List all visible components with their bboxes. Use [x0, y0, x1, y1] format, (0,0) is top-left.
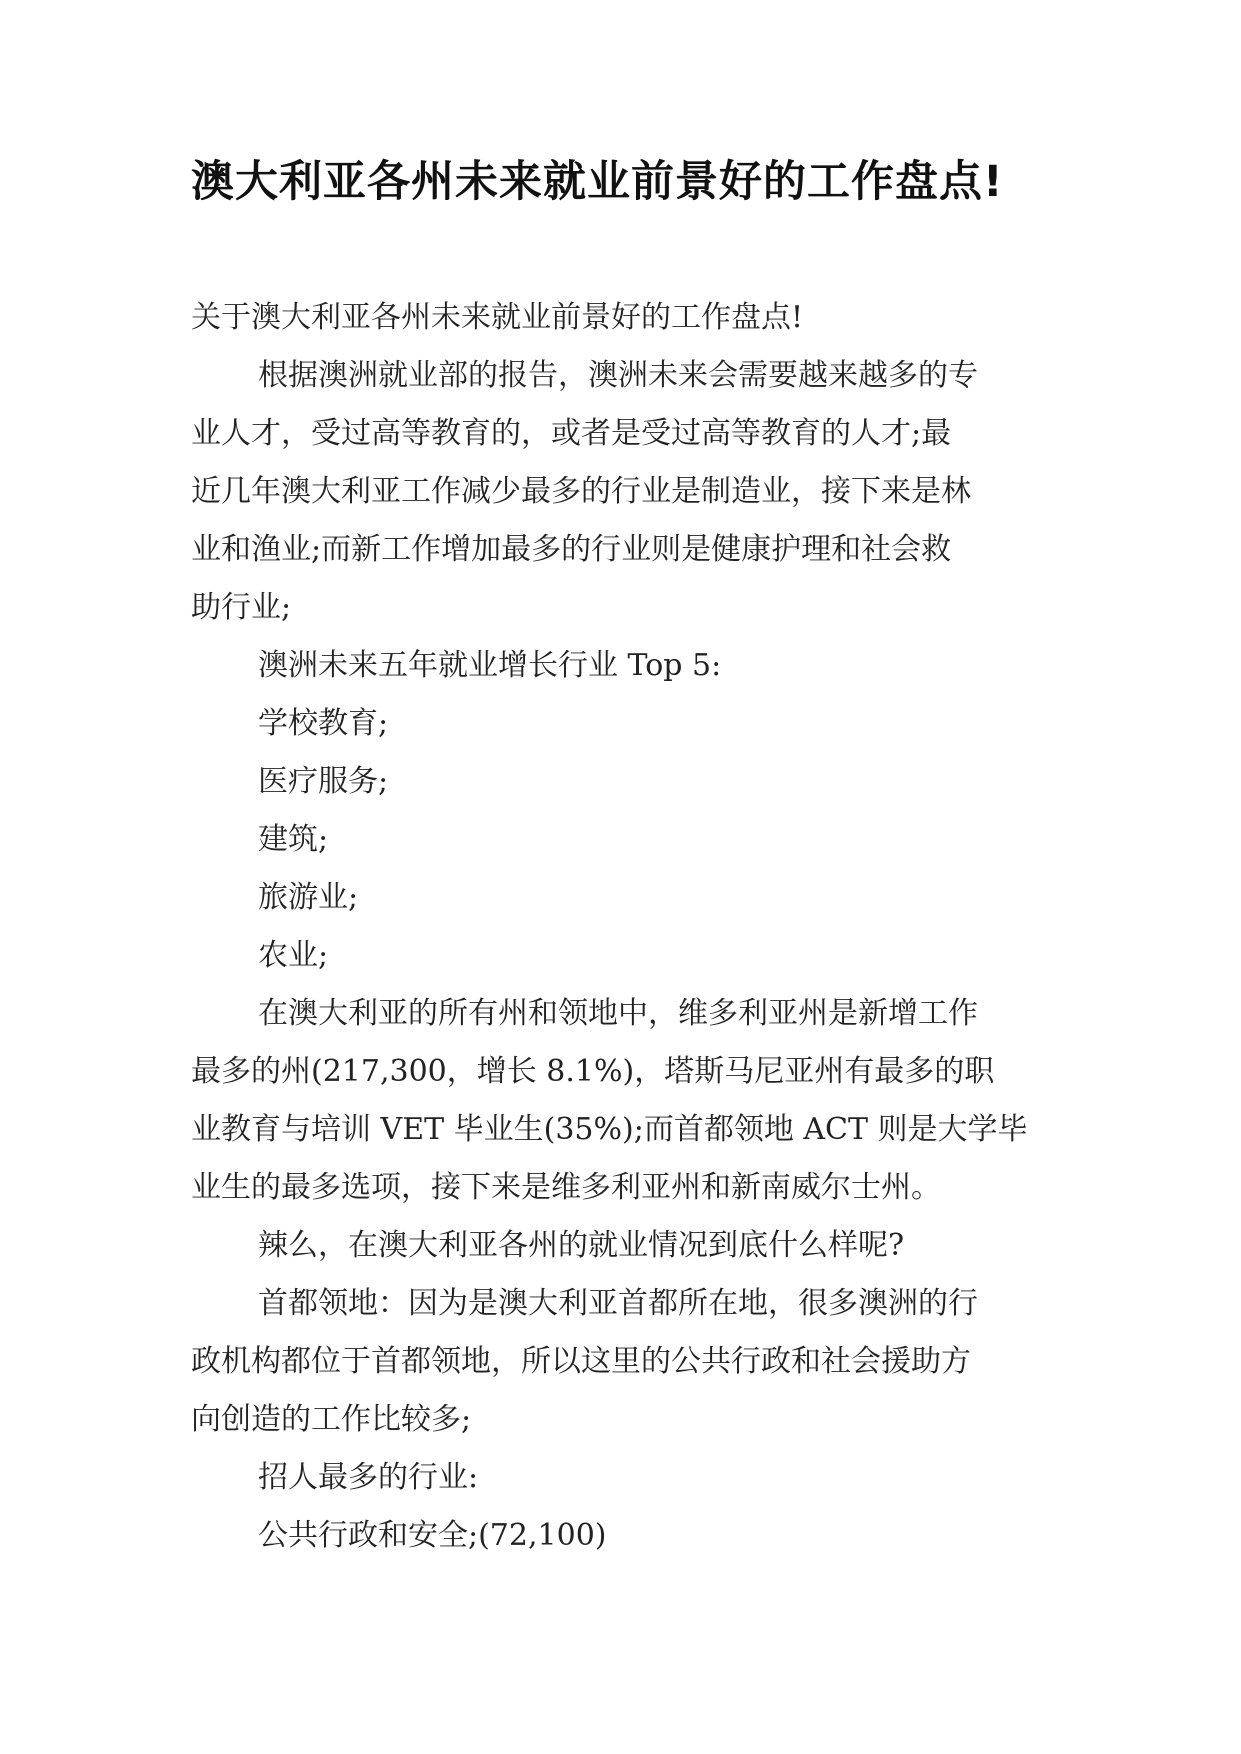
text-line: 首都领地：因为是澳大利亚首都所在地，很多澳洲的行	[258, 1286, 978, 1321]
text-line: 业和渔业;而新工作增加最多的行业则是健康护理和社会救	[191, 532, 952, 567]
text-line: 最多的州(217,300，增长 8.1%)，塔斯马尼亚州有最多的职	[191, 1054, 995, 1089]
list-item: 学校教育;	[258, 706, 389, 741]
top5-heading: 澳洲未来五年就业增长行业 Top 5:	[258, 648, 722, 683]
list-item: 旅游业;	[258, 880, 359, 915]
text-line: 向创造的工作比较多;	[191, 1402, 472, 1437]
text-line: 在澳大利亚的所有州和领地中，维多利亚州是新增工作	[258, 996, 978, 1031]
text-line: 近几年澳大利亚工作减少最多的行业是制造业，接下来是林	[191, 474, 971, 509]
paragraph-act	[191, 1275, 1051, 1449]
list-item: 农业;	[258, 938, 329, 973]
text-line: 业人才，受过高等教育的，或者是受过高等教育的人才;最	[191, 416, 952, 451]
question-line: 辣么，在澳大利亚各州的就业情况到底什么样呢?	[258, 1228, 905, 1263]
document-title: 澳大利亚各州未来就业前景好的工作盘点!	[191, 157, 1004, 207]
text-line: 业教育与培训 VET 毕业生(35%);而首都领地 ACT 则是大学毕	[191, 1112, 1028, 1147]
list-item: 建筑;	[258, 822, 329, 857]
list-item: 医疗服务;	[258, 764, 389, 799]
text-line: 根据澳洲就业部的报告，澳洲未来会需要越来越多的专	[258, 358, 978, 393]
paragraph-report	[191, 347, 1051, 637]
text-line: 政机构都位于首都领地，所以这里的公共行政和社会援助方	[191, 1344, 971, 1379]
document-body	[191, 289, 1051, 1565]
industries-heading: 招人最多的行业:	[258, 1460, 479, 1495]
intro-line: 关于澳大利亚各州未来就业前景好的工作盘点!	[191, 300, 804, 335]
top5-list	[191, 695, 1051, 985]
paragraph-states	[191, 985, 1051, 1217]
list-item: 公共行政和安全;(72,100)	[258, 1518, 607, 1553]
text-line: 业生的最多选项，接下来是维多利亚州和新南威尔士州。	[191, 1170, 941, 1205]
text-line: 助行业;	[191, 590, 292, 625]
